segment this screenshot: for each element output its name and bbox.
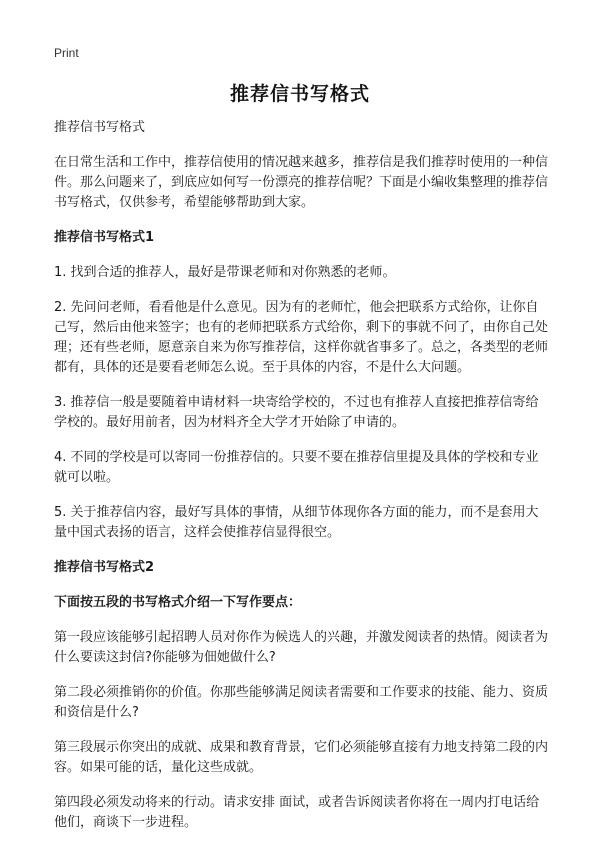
paragraph: 第一段应该能够引起招聘人员对你作为候选人的兴趣，并激发阅读者的热情。阅读者为什么要读这封信?你能够为佃她做什么? xyxy=(54,630,549,665)
paragraph: 第二段必须推销你的价值。你那些能够满足阅读者需要和工作要求的技能、能力、资质和资信是什么? xyxy=(54,685,549,720)
subtitle: 推荐信书写格式 xyxy=(54,120,146,135)
list-item: 3. 推荐信一般是要随着申请材料一块寄给学校的，不过也有推荐人直接把推荐信寄给学校的。最好用前者，因为材料齐全大学才开始除了申请的。 xyxy=(54,395,539,430)
paragraph: 第四段必须发动将来的行动。请求安排 面试，或者告诉阅读者你将在一周内打电话给他们，商谈下一步进程。 xyxy=(54,795,540,830)
list-item: 2. 先问问老师，看看他是什么意见。因为有的老师忙，他会把联系方式给你，让你自己写，然后由他来签字；也有的老师把联系方式给你，剩下的事就不问了，由你自己处理；还有些老师，愿意亲自来为你写推荐信，这样你就省事多了。总之，各类型的老师都有，具体的还是要看老师怎么说。至于具体的内容，不是什么大问题。 xyxy=(54,300,549,375)
page-title: 推荐信书写格式 xyxy=(229,83,370,105)
section1-heading: 推荐信书写格式1 xyxy=(54,230,155,245)
list-item: 5. 关于推荐信内容，最好写具体的事情，从细节体现你各方面的能力，而不是套用大量中国式表扬的语言，这样会使推荐信显得很空。 xyxy=(54,505,539,540)
list-item: 4. 不同的学校是可以寄同一份推荐信的。只要不要在推荐信里提及具体的学校和专业就可以啦。 xyxy=(54,450,539,485)
list-item: 1. 找到合适的推荐人，最好是带课老师和对你熟悉的老师。 xyxy=(54,265,396,280)
paragraph: 第三段展示你突出的成就、成果和教育背景，它们必须能够直接有力地支持第二段的内容。如果可能的话，量化这些成就。 xyxy=(54,740,549,775)
section2-heading: 推荐信书写格式2 xyxy=(54,560,155,575)
print-link[interactable]: Print xyxy=(54,46,79,60)
article-body xyxy=(54,118,548,848)
section2-subheading: 下面按五段的书写格式介绍一下写作要点： xyxy=(54,595,302,610)
intro-paragraph: 在日常生活和工作中，推荐信使用的情况越来越多，推荐信是我们推荐时使用的一种信件。那么问题来了，到底应如何写一份漂亮的推荐信呢？下面是小编收集整理的推荐信书写格式，仅供参考，希望能够帮助到大家。 xyxy=(54,155,549,210)
